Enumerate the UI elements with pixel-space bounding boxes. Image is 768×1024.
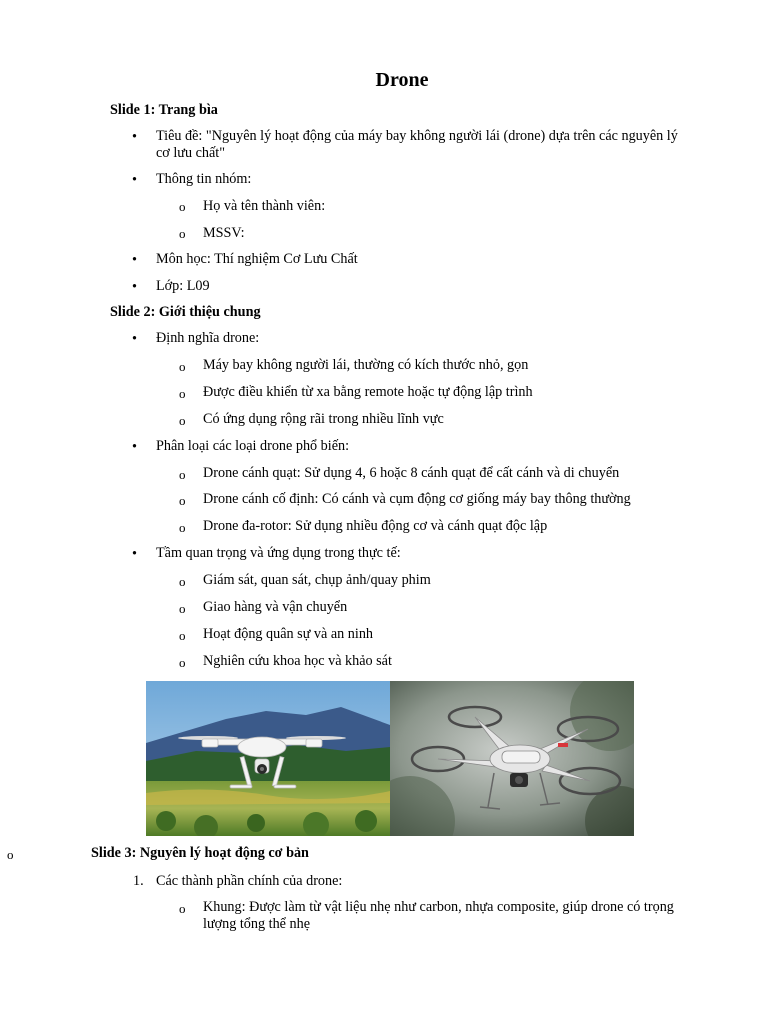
sub-bullet: o	[179, 901, 186, 916]
sub-bullet: o	[179, 628, 186, 643]
slide2-heading: Slide 2: Giới thiệu chung	[110, 304, 261, 320]
bullet: •	[132, 279, 137, 295]
sub-bullet: o	[179, 199, 186, 214]
applications-sub-item: Nghiên cứu khoa học và khảo sát	[203, 653, 392, 669]
document-title: Drone	[375, 69, 429, 91]
types-label: Phân loại các loại drone phổ biến:	[156, 438, 350, 454]
slide1-heading: Slide 1: Trang bìa	[110, 102, 218, 118]
types-sub-item: Drone đa-rotor: Sử dụng nhiều động cơ và cánh quạt độc lập	[203, 518, 548, 534]
sub-bullet: o	[179, 574, 186, 589]
slide1-item-subject: Môn học: Thí nghiệm Cơ Lưu Chất	[156, 251, 358, 267]
slide1-item-class: Lớp: L09	[156, 278, 210, 294]
bullet: •	[132, 172, 137, 188]
drone-flight-photo	[390, 681, 634, 836]
slide1-item-group: Thông tin nhóm:	[156, 171, 252, 187]
applications-label: Tầm quan trọng và ứng dụng trong thực tế:	[156, 545, 401, 561]
components-sub-item: Khung: Được làm từ vật liệu nhẹ như carbon, nhựa composite, giúp drone có trọng lượng tổng thể nhẹ	[203, 899, 674, 932]
drone-landscape-photo	[146, 681, 390, 836]
bullet: •	[132, 129, 137, 145]
sub-bullet: o	[179, 520, 186, 535]
definition-sub-item: Có ứng dụng rộng rãi trong nhiều lĩnh vực	[203, 411, 444, 427]
slide1-item-title: Tiêu đề: "Nguyên lý hoạt động của máy bay không người lái (drone) dựa trên các nguyên lý cơ lưu chất"	[156, 128, 678, 161]
applications-sub-item: Giao hàng và vận chuyển	[203, 599, 348, 615]
types-sub-item: Drone cánh quạt: Sử dụng 4, 6 hoặc 8 cánh quạt để cất cánh và di chuyển	[203, 465, 620, 481]
sub-bullet: o	[179, 467, 186, 482]
sub-bullet: o	[179, 493, 186, 508]
sub-bullet: o	[179, 655, 186, 670]
slide3-heading: Slide 3: Nguyên lý hoạt động cơ bản	[91, 845, 309, 861]
definition-sub-item: Máy bay không người lái, thường có kích thước nhỏ, gọn	[203, 357, 529, 373]
applications-sub-item: Giám sát, quan sát, chụp ảnh/quay phim	[203, 572, 431, 588]
sub-bullet: o	[179, 226, 186, 241]
list-number: 1.	[133, 873, 144, 889]
sub-bullet: o	[179, 386, 186, 401]
sub-bullet: o	[179, 413, 186, 428]
definition-label: Định nghĩa drone:	[156, 330, 260, 346]
bullet: •	[132, 439, 137, 455]
sub-bullet: o	[179, 601, 186, 616]
sub-bullet: o	[179, 359, 186, 374]
group-sub-mssv: MSSV:	[203, 225, 245, 241]
bullet: •	[132, 546, 137, 562]
applications-sub-item: Hoạt động quân sự và an ninh	[203, 626, 374, 642]
bullet: •	[132, 252, 137, 268]
definition-sub-item: Được điều khiển từ xa bằng remote hoặc tự động lập trình	[203, 384, 533, 400]
drone-photos	[146, 681, 634, 836]
slide3-item-components: Các thành phần chính của drone:	[156, 873, 343, 889]
stray-bullet: o	[7, 847, 14, 862]
types-sub-item: Drone cánh cố định: Có cánh và cụm động cơ giống máy bay thông thường	[203, 491, 631, 507]
group-sub-names: Họ và tên thành viên:	[203, 198, 326, 214]
bullet: •	[132, 331, 137, 347]
